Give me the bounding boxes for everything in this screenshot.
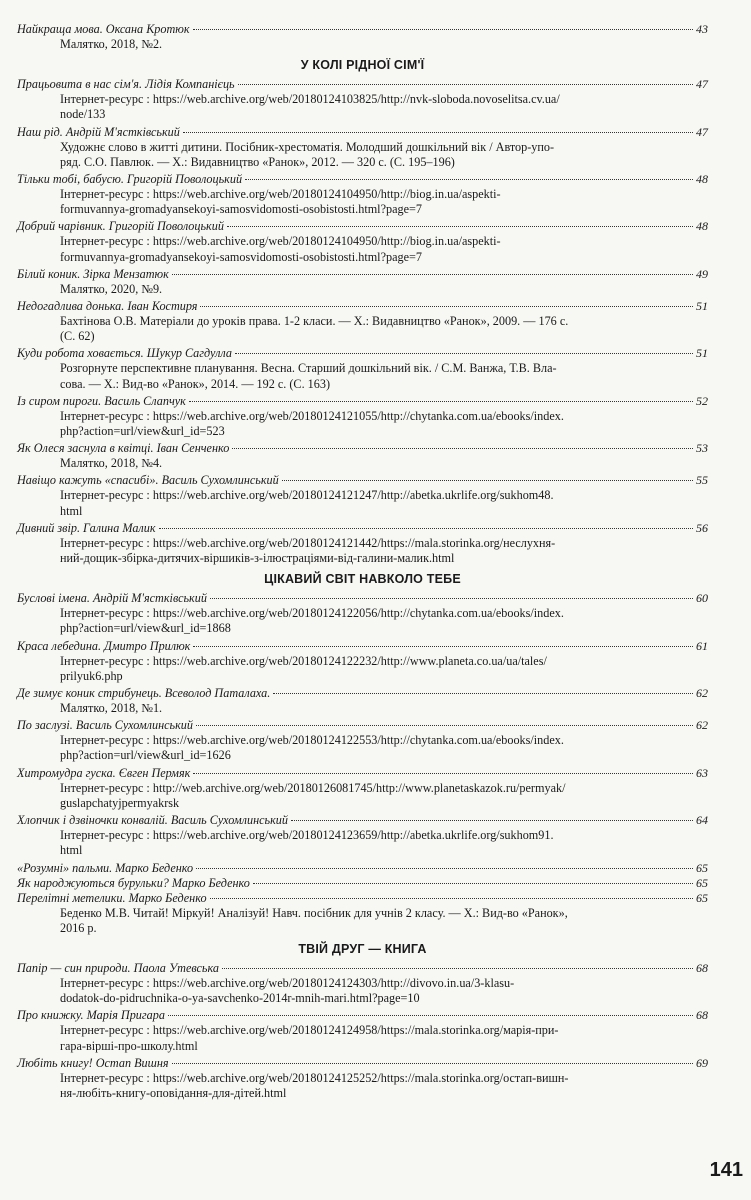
entry-title-line	[17, 125, 708, 140]
entry-title: Як народжуються бурульки? Марко Беденко	[17, 875, 250, 890]
source-line: Інтернет-ресурс : https://web.archive.org/web/20180124123659/http://abetka.ukrlife.org/sukhom91.	[60, 828, 554, 843]
entry-title-line	[17, 961, 708, 976]
entry-page-number: 48	[696, 172, 708, 187]
entry-title: Найкраща мова. Оксана Кротюк	[17, 22, 190, 36]
source-line: Інтернет-ресурс : https://web.archive.org/web/20180124122232/http://www.planeta.co.ua/ua/tales/	[60, 653, 547, 668]
entry-title-line	[17, 1008, 708, 1023]
source-line: node/133	[60, 107, 106, 122]
entry-page-number: 60	[696, 591, 708, 606]
toc-entry	[17, 394, 708, 439]
dot-leader	[196, 725, 693, 726]
dot-leader	[253, 883, 693, 884]
source-line: Малятко, 2018, №1.	[60, 701, 163, 716]
source-line: Художнє слово в житті дитини. Посібник-хрестоматія. Молодший дошкільний вік / Автор-упо-	[60, 139, 555, 154]
entry-page-number: 49	[696, 266, 708, 281]
entry-title-line	[17, 521, 708, 536]
entry-title: Де зимує коник стрибунець. Всеволод Паталаха.	[17, 686, 271, 701]
dot-leader	[210, 598, 693, 599]
dot-leader	[222, 968, 693, 969]
entry-source	[17, 92, 708, 122]
toc-entry	[17, 441, 708, 471]
dot-leader	[193, 29, 693, 30]
toc-entry	[17, 219, 708, 264]
source-line: dodatok-do-pidruchnika-o-ya-savchenko-2014r-mnih-mari.html?page=10	[60, 991, 420, 1006]
section-heading: ЦІКАВИЙ СВІТ НАВКОЛО ТЕБЕ	[264, 572, 461, 587]
dot-leader	[238, 84, 693, 85]
source-line: php?action=url/view&url_id=523	[60, 424, 225, 439]
source-line: Малятко, 2018, №2.	[60, 37, 163, 51]
toc-entry	[17, 22, 708, 52]
entry-title-line	[17, 876, 708, 891]
toc-entry	[17, 876, 708, 891]
toc-entry	[17, 125, 708, 170]
entry-title-line	[17, 473, 708, 488]
source-line: Інтернет-ресурс : https://web.archive.org/web/20180124124303/http://divovo.in.ua/3-klasu-	[60, 975, 515, 990]
entry-title: Папір — син природи. Паола Утевська	[17, 960, 219, 975]
entry-title-line	[17, 219, 708, 234]
toc-entry	[17, 267, 708, 297]
toc-entry	[17, 172, 708, 217]
toc-entry	[17, 299, 708, 344]
dot-leader	[245, 179, 693, 180]
dot-leader	[235, 353, 693, 354]
entry-title-line	[17, 686, 708, 701]
entry-source	[17, 733, 708, 763]
entry-title: Недогадлива донька. Іван Костиря	[17, 299, 198, 314]
source-line: guslapchatyjpermyakrsk	[60, 795, 180, 810]
entry-source	[17, 409, 708, 439]
entry-page-number: 65	[696, 875, 708, 890]
dot-leader	[193, 646, 693, 647]
source-line: html	[60, 843, 83, 858]
source-line: Інтернет-ресурс : https://web.archive.org/web/20180124103825/http://nvk-sloboda.novoselitsa.cv.ua/	[60, 92, 560, 107]
toc-entry	[17, 591, 708, 636]
source-line: Бахтінова О.В. Матеріали до уроків права. 1-2 класи. — Х.: Видавництво «Ранок», 2009. — 176 с.	[60, 314, 569, 329]
section-heading: ТВІЙ ДРУГ — КНИГА	[298, 941, 427, 956]
toc-entry	[17, 639, 708, 684]
source-line: Інтернет-ресурс : https://web.archive.org/web/20180124121442/https://mala.storinka.org/неслухня-	[60, 535, 556, 550]
dot-leader	[189, 401, 693, 402]
entry-title: Працьовита в нас сім'я. Лідія Компанієць	[17, 77, 235, 92]
source-line: php?action=url/view&url_id=1626	[60, 748, 231, 763]
entry-source	[17, 536, 708, 566]
entry-title: Про книжку. Марія Пригара	[17, 1008, 165, 1023]
entry-title-line	[17, 346, 708, 361]
entry-title-line	[17, 813, 708, 828]
entry-page-number: 68	[696, 1008, 708, 1023]
source-line: php?action=url/view&url_id=1868	[60, 621, 231, 636]
entry-page-number: 68	[696, 960, 708, 975]
source-line: 2016 р.	[60, 920, 97, 935]
page-number: 141	[709, 1159, 743, 1181]
entry-title: По заслузі. Василь Сухомлинський	[17, 718, 193, 733]
entry-title: Навіщо кажуть «спасибі». Василь Сухомлинський	[17, 473, 279, 488]
entry-source	[17, 976, 708, 1006]
source-line: ний-дощик-збірка-дитячих-віршиків-з-ілюстраціями-від-галини-малик.html	[60, 551, 455, 566]
dot-leader	[183, 132, 693, 133]
source-line: Інтернет-ресурс : https://web.archive.org/web/20180124121247/http://abetka.ukrlife.org/sukhom48.	[60, 488, 554, 503]
entry-source	[17, 488, 708, 518]
entry-source	[17, 606, 708, 636]
entry-title-line	[17, 299, 708, 314]
source-line: Беденко М.В. Читай! Міркуй! Аналізуй! Навч. посібник для учнів 2 класу. — Х.: Вид-во «Ранок»,	[60, 905, 568, 920]
source-line: Інтернет-ресурс : https://web.archive.org/web/20180124122056/http://chytanka.com.ua/ebooks/index.	[60, 606, 564, 621]
source-line: Інтернет-ресурс : http://web.archive.org/web/20180126081745/http://www.planetaskazok.ru/permyak/	[60, 780, 566, 795]
entry-page-number: 48	[696, 219, 708, 234]
entry-page-number: 62	[696, 718, 708, 733]
dot-leader	[193, 773, 693, 774]
entry-page-number: 47	[696, 124, 708, 139]
entry-page-number: 43	[696, 22, 708, 36]
entry-page-number: 64	[696, 813, 708, 828]
entry-source	[17, 906, 708, 936]
source-line: html	[60, 503, 83, 518]
entry-source	[17, 781, 708, 811]
dot-leader	[282, 480, 693, 481]
entry-source	[17, 701, 708, 716]
entry-page-number: 55	[696, 473, 708, 488]
toc-entry	[17, 521, 708, 566]
toc-entry	[17, 473, 708, 518]
toc-entry	[17, 861, 708, 876]
entry-source	[17, 361, 708, 391]
source-line: (С. 62)	[60, 329, 95, 344]
section-heading: У КОЛІ РІДНОЇ СІМ'Ї	[300, 58, 425, 73]
toc-entry	[17, 961, 708, 1006]
dot-leader	[273, 693, 693, 694]
entry-source	[17, 314, 708, 344]
entry-page-number: 69	[696, 1055, 708, 1070]
entry-page-number: 63	[696, 765, 708, 780]
entry-source	[17, 140, 708, 170]
dot-leader	[210, 898, 693, 899]
toc-entry	[17, 718, 708, 763]
source-line: Малятко, 2018, №4.	[60, 456, 163, 471]
toc-entry	[17, 1008, 708, 1053]
entry-title-line	[17, 1056, 708, 1071]
source-line: Інтернет-ресурс : https://web.archive.org/web/20180124122553/http://chytanka.com.ua/ebooks/index.	[60, 733, 564, 748]
source-line: ня-любіть-книгу-оповідання-для-дітей.html	[60, 1085, 287, 1100]
dot-leader	[172, 274, 693, 275]
entry-title-line	[17, 22, 708, 37]
entry-source	[17, 37, 708, 52]
entry-page-number: 61	[696, 638, 708, 653]
entry-title: Із сиром пироги. Василь Слапчук	[17, 393, 186, 408]
entry-title: Дивний звір. Галина Малик	[17, 520, 156, 535]
entry-title-line	[17, 718, 708, 733]
entry-title: Хлопчик і дзвіночки конвалій. Василь Сухомлинський	[17, 813, 288, 828]
toc-entry	[17, 77, 708, 122]
source-line: Інтернет-ресурс : https://web.archive.org/web/20180124121055/http://chytanka.com.ua/ebooks/index.	[60, 408, 564, 423]
entry-source	[17, 456, 708, 471]
source-line: Малятко, 2020, №9.	[60, 281, 163, 296]
entry-source	[17, 187, 708, 217]
entry-title: Буслові імена. Андрій М'ястківський	[17, 591, 207, 606]
dot-leader	[196, 868, 693, 869]
entry-title: «Розумні» пальми. Марко Беденко	[17, 860, 194, 875]
source-line: Інтернет-ресурс : https://web.archive.org/web/20180124125252/https://mala.storinka.org/остап-вишн-	[60, 1070, 569, 1085]
entry-page-number: 56	[696, 520, 708, 535]
dot-leader	[172, 1063, 693, 1064]
toc-entry	[17, 346, 708, 391]
source-line: Інтернет-ресурс : https://web.archive.org/web/20180124124958/https://mala.storinka.org/марія-при-	[60, 1023, 559, 1038]
entry-title-line	[17, 861, 708, 876]
entry-title: Перелітні метелики. Марко Беденко	[17, 890, 207, 905]
entry-source	[17, 828, 708, 858]
source-line: formuvannya-gromadyansekoyi-samosvidomosti-osobistosti.html?page=7	[60, 249, 422, 264]
source-line: Інтернет-ресурс : https://web.archive.org/web/20180124104950/http://biog.in.ua/aspekti-	[60, 187, 501, 202]
source-line: ряд. С.О. Павлюк. — Х.: Видавництво «Ранок», 2012. — 320 с. (С. 195–196)	[60, 154, 455, 169]
source-line: гара-вірші-про-школу.html	[60, 1038, 198, 1053]
entry-source	[17, 282, 708, 297]
entry-page-number: 53	[696, 441, 708, 456]
dot-leader	[291, 820, 693, 821]
entry-source	[17, 1071, 708, 1101]
entry-source	[17, 1023, 708, 1053]
source-line: сова. — Х.: Вид-во «Ранок», 2014. — 192 с. (С. 163)	[60, 376, 330, 391]
entry-page-number: 51	[696, 299, 708, 314]
entry-page-number: 52	[696, 393, 708, 408]
source-line: prilyuk6.php	[60, 668, 123, 683]
toc-entry	[17, 686, 708, 716]
entry-source	[17, 234, 708, 264]
entry-title-line	[17, 441, 708, 456]
toc-entry	[17, 813, 708, 858]
entry-title-line	[17, 267, 708, 282]
entry-title-line	[17, 172, 708, 187]
entry-title: Краса лебедина. Дмитро Прилюк	[17, 638, 191, 653]
toc-entry	[17, 1056, 708, 1101]
toc-entry	[17, 766, 708, 811]
source-line: formuvannya-gromadyansekoyi-samosvidomosti-osobistosti.html?page=7	[60, 202, 422, 217]
dot-leader	[227, 226, 693, 227]
entry-title-line	[17, 766, 708, 781]
entry-page-number: 51	[696, 346, 708, 361]
entry-title-line	[17, 77, 708, 92]
entry-title: Білий коник. Зірка Мензатюк	[17, 266, 169, 281]
dot-leader	[200, 306, 693, 307]
entry-page-number: 47	[696, 77, 708, 92]
entry-page-number: 65	[696, 860, 708, 875]
entry-title-line	[17, 591, 708, 606]
toc-entry	[17, 891, 708, 936]
entry-page-number: 65	[696, 890, 708, 905]
entry-title-line	[17, 891, 708, 906]
entry-title: Наш рід. Андрій М'ястківський	[17, 124, 180, 139]
entry-title: Добрий чарівник. Григорій Поволоцький	[17, 219, 224, 234]
dot-leader	[168, 1015, 693, 1016]
entry-title: Як Олеся заснула в квітці. Іван Сенченко	[17, 441, 230, 456]
entry-page-number: 62	[696, 686, 708, 701]
table-of-contents	[17, 22, 708, 1103]
entry-title: Куди робота ховається. Шукур Сагдулла	[17, 346, 232, 361]
entry-title-line	[17, 639, 708, 654]
entry-source	[17, 654, 708, 684]
entry-title: Любіть книгу! Остап Вишня	[17, 1055, 169, 1070]
source-line: Інтернет-ресурс : https://web.archive.org/web/20180124104950/http://biog.in.ua/aspekti-	[60, 234, 501, 249]
dot-leader	[232, 448, 693, 449]
source-line: Розгорнуте перспективне планування. Весна. Старший дошкільний вік. / С.М. Ванжа, Т.В. Вла-	[60, 361, 557, 376]
dot-leader	[159, 528, 693, 529]
entry-title: Хитромудра гуска. Євген Пермяк	[17, 765, 191, 780]
entry-title: Тільки тобі, бабусю. Григорій Поволоцький	[17, 172, 243, 187]
entry-title-line	[17, 394, 708, 409]
